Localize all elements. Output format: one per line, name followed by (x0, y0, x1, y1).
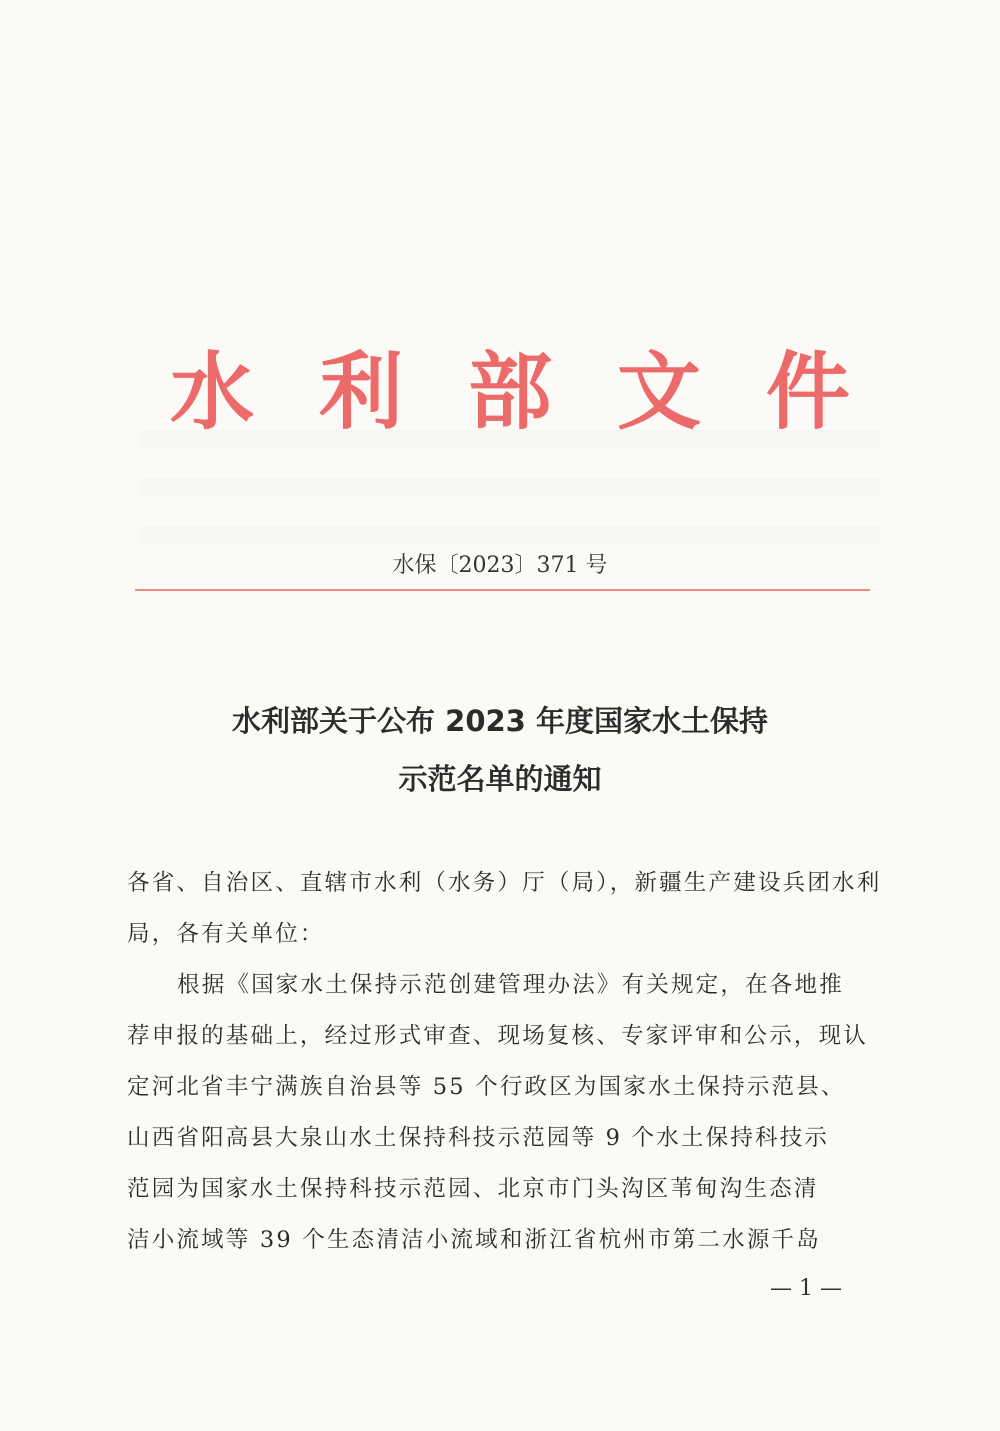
paragraph-line: 山西省阳高县大泉山水土保持科技示范园等 9 个水土保持科技示 (127, 1125, 830, 1151)
header-title-char: 件 (765, 341, 850, 441)
document-number: 水保〔2023〕371 号 (392, 553, 608, 578)
addressee-line: 局，各有关单位： (127, 921, 325, 947)
red-divider-rule (135, 589, 870, 591)
body-paragraph (127, 960, 877, 1266)
header-title-char: 水 (170, 341, 255, 441)
paragraph-line: 荐申报的基础上，经过形式审查、现场复核、专家评审和公示，现认 (127, 1023, 869, 1049)
notice-title-line-2: 示范名单的通知 (398, 762, 602, 796)
page-number: — 1 — (770, 1276, 842, 1301)
paragraph-line: 定河北省丰宁满族自治县等 55 个行政区为国家水土保持示范县、 (127, 1074, 846, 1100)
header-title-char: 部 (467, 341, 552, 441)
document-header-title (170, 330, 850, 440)
header-title-char: 利 (318, 341, 403, 441)
faint-background-band (140, 526, 880, 544)
addressee-line: 各省、自治区、直辖市水利（水务）厅（局），新疆生产建设兵团水利 (127, 870, 882, 896)
paragraph-line: 范园为国家水土保持科技示范园、北京市门头沟区苇甸沟生态清 (127, 1176, 819, 1202)
paragraph-line: 根据《国家水土保持示范创建管理办法》有关规定，在各地推 (177, 972, 844, 998)
faint-background-band (140, 478, 880, 496)
header-title-char: 文 (616, 341, 701, 441)
addressee-block (127, 858, 882, 960)
notice-title-line-1: 水利部关于公布 2023 年度国家水土保持 (232, 704, 768, 738)
paragraph-line: 洁小流域等 39 个生态清洁小流域和浙江省杭州市第二水源千岛 (127, 1227, 821, 1253)
